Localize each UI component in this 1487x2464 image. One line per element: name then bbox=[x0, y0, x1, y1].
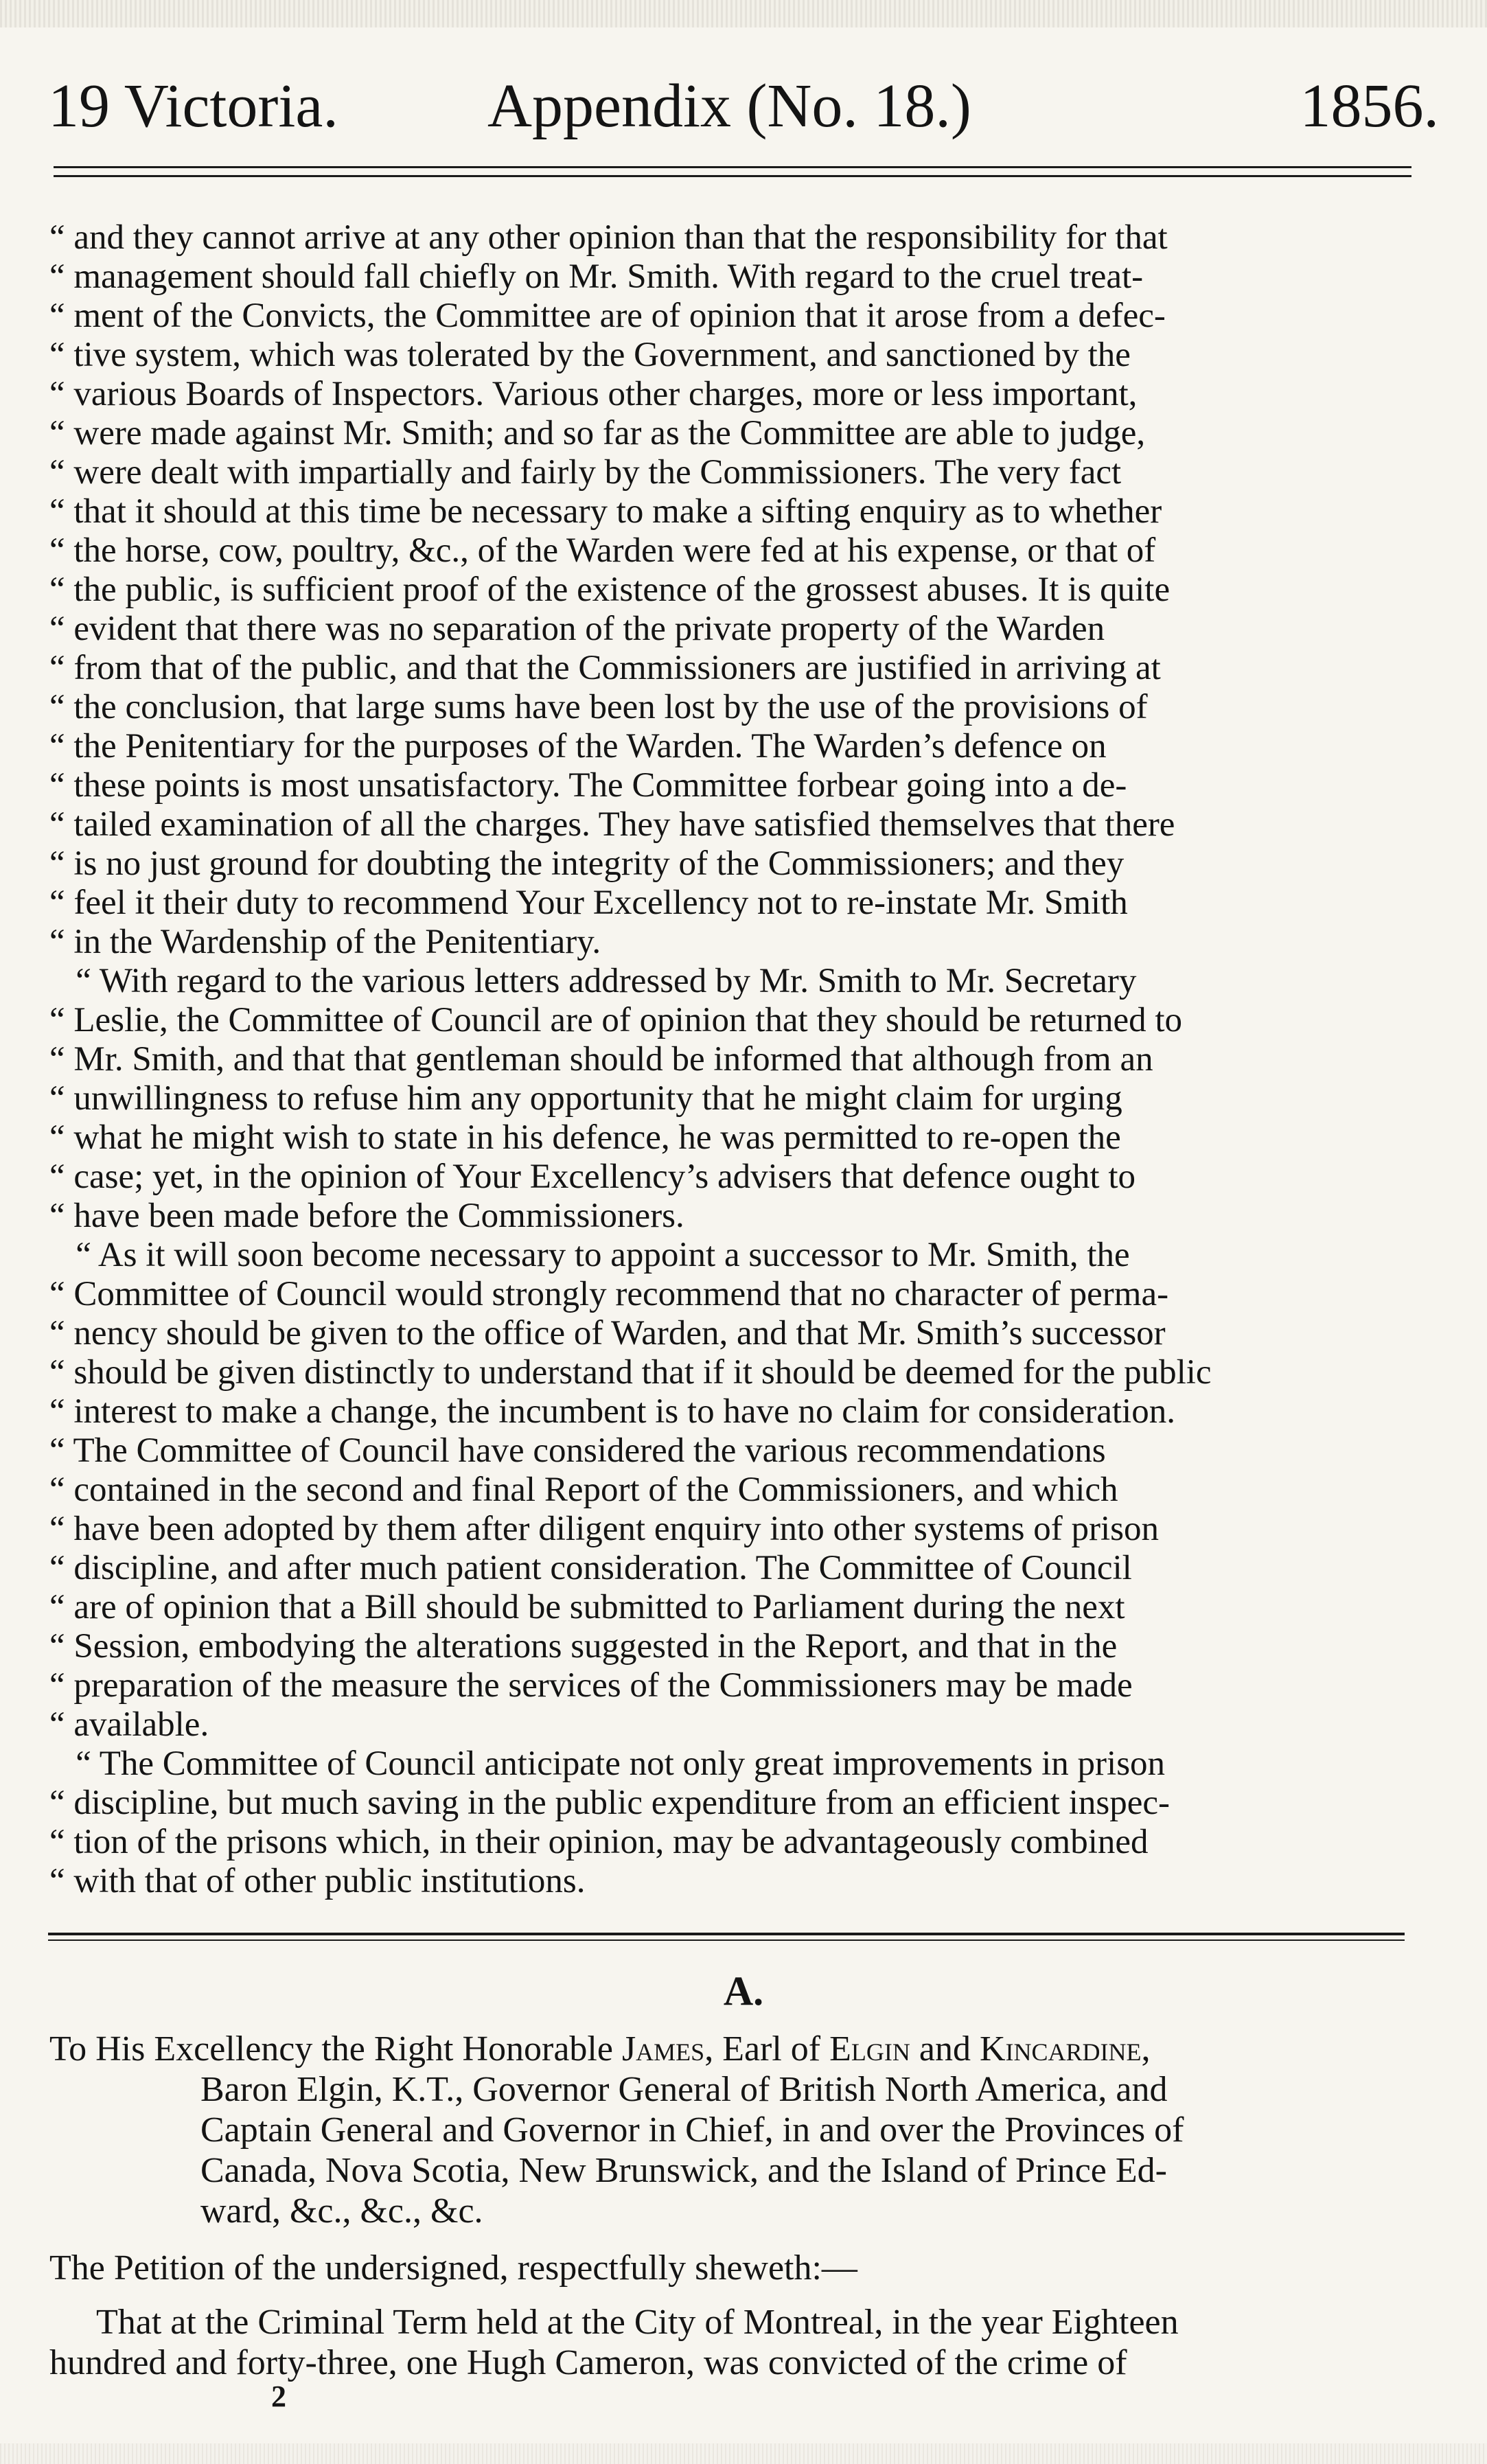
quote-line: “ should be given distinctly to understand that if it should be deemed for the public bbox=[49, 1353, 1212, 1392]
header-appendix: Appendix (No. 18.) bbox=[487, 72, 971, 140]
quote-line: “ were made against Mr. Smith; and so far as the Committee are able to judge, bbox=[49, 414, 1146, 452]
signature-mark: 2 bbox=[271, 2380, 286, 2413]
section-rule bbox=[48, 1933, 1405, 1941]
quote-line: “ preparation of the measure the services of the Commissioners may be made bbox=[49, 1666, 1133, 1705]
petition-line: hundred and forty-three, one Hugh Cameron, was convicted of the crime of bbox=[49, 2343, 1127, 2382]
quote-line: “ tion of the prisons which, in their opinion, may be advantageously combined bbox=[49, 1823, 1149, 1861]
quote-line: “ available. bbox=[49, 1705, 209, 1744]
quote-line: “ is no just ground for doubting the integrity of the Commissioners; and they bbox=[49, 844, 1125, 883]
quote-line: “ tive system, which was tolerated by the Government, and sanctioned by the bbox=[49, 336, 1131, 374]
address-name-james: James bbox=[621, 2029, 705, 2069]
quote-line: “ discipline, and after much patient consideration. The Committee of Council bbox=[49, 1549, 1132, 1587]
quote-line: “ the horse, cow, poultry, &c., of the Warden were fed at his expense, or that of bbox=[49, 531, 1156, 570]
quote-line: “ management should fall chiefly on Mr. Smith. With regard to the cruel treat- bbox=[49, 257, 1144, 296]
quote-line: “ contained in the second and final Report of the Commissioners, and which bbox=[49, 1471, 1118, 1509]
address-name-elgin: Elgin bbox=[829, 2029, 910, 2069]
page-header bbox=[48, 69, 1439, 151]
quote-line: “ tailed examination of all the charges. They have satisfied themselves that there bbox=[49, 805, 1175, 844]
address-text: , bbox=[1141, 2029, 1151, 2069]
quote-line: “ Session, embodying the alterations suggested in the Report, and that in the bbox=[49, 1627, 1118, 1666]
address-name-kincardine: Kincardine bbox=[979, 2029, 1142, 2069]
quote-line: “ what he might wish to state in his defence, he was permitted to re-open the bbox=[49, 1118, 1121, 1157]
address-line: ward, &c., &c., &c. bbox=[200, 2191, 483, 2231]
address-text: To His Excellency the Right Honorable bbox=[49, 2029, 622, 2069]
quote-line: “ the public, is sufficient proof of the existence of the grossest abuses. It is quite bbox=[49, 571, 1171, 609]
quote-line: “ the Penitentiary for the purposes of the Warden. The Warden’s defence on bbox=[49, 727, 1107, 765]
quote-line: “ ment of the Convicts, the Committee are of opinion that it arose from a defec- bbox=[49, 297, 1166, 335]
quote-line: “ The Committee of Council anticipate not only great improvements in prison bbox=[49, 1745, 1166, 1783]
header-year: 1856. bbox=[1300, 72, 1439, 140]
address-line: Canada, Nova Scotia, New Brunswick, and the Island of Prince Ed- bbox=[200, 2151, 1167, 2190]
quote-line: “ the conclusion, that large sums have been lost by the use of the provisions of bbox=[49, 688, 1148, 726]
address-line: Captain General and Governor in Chief, in and over the Provinces of bbox=[200, 2110, 1184, 2150]
header-session: 19 Victoria. bbox=[48, 72, 338, 140]
quote-line: “ Leslie, the Committee of Council are of opinion that they should be returned to bbox=[49, 1001, 1183, 1039]
quote-line: “ were dealt with impartially and fairly by the Commissioners. The very fact bbox=[49, 453, 1122, 492]
quote-line: “ Mr. Smith, and that that gentleman should be informed that although from an bbox=[49, 1040, 1153, 1079]
quote-line: “ discipline, but much saving in the public expenditure from an efficient inspec- bbox=[49, 1784, 1170, 1822]
address-text: , Earl of bbox=[704, 2029, 830, 2069]
quote-line: “ have been made before the Commissioners. bbox=[49, 1197, 684, 1235]
quote-line: “ evident that there was no separation of the private property of the Warden bbox=[49, 610, 1105, 648]
quote-line: “ case; yet, in the opinion of Your Excellency’s advisers that defence ought to bbox=[49, 1158, 1136, 1196]
petition-line: That at the Criminal Term held at the City of Montreal, in the year Eighteen bbox=[96, 2303, 1179, 2342]
quote-line: “ and they cannot arrive at any other opinion than that the responsibility for that bbox=[49, 218, 1168, 257]
header-rule bbox=[54, 166, 1411, 177]
quote-line: “ As it will soon become necessary to appoint a successor to Mr. Smith, the bbox=[49, 1236, 1130, 1274]
quote-line: “ that it should at this time be necessary to make a sifting enquiry as to whether bbox=[49, 492, 1162, 531]
petition-intro: The Petition of the undersigned, respectfully sheweth:— bbox=[49, 2248, 857, 2288]
quote-line: “ these points is most unsatisfactory. The Committee forbear going into a de- bbox=[49, 766, 1127, 805]
quote-line: “ The Committee of Council have considered the various recommendations bbox=[49, 1431, 1106, 1470]
petition-block bbox=[49, 2029, 1416, 2383]
quote-line: “ Committee of Council would strongly recommend that no character of perma- bbox=[49, 1275, 1169, 1313]
quote-line: “ feel it their duty to recommend Your Excellency not to re-instate Mr. Smith bbox=[49, 884, 1128, 922]
scan-noise-top bbox=[0, 0, 1487, 27]
quote-line: “ have been adopted by them after diligent enquiry into other systems of prison bbox=[49, 1510, 1159, 1548]
section-heading: A. bbox=[723, 1968, 764, 2014]
scan-noise-bottom bbox=[0, 2443, 1487, 2464]
address-line bbox=[49, 2029, 1416, 2069]
quote-line: “ various Boards of Inspectors. Various other charges, more or less important, bbox=[49, 375, 1138, 413]
address-text: and bbox=[910, 2029, 980, 2069]
quote-line: “ are of opinion that a Bill should be submitted to Parliament during the next bbox=[49, 1588, 1125, 1626]
address-line: Baron Elgin, K.T., Governor General of British North America, and bbox=[200, 2070, 1168, 2109]
quote-line: “ nency should be given to the office of Warden, and that Mr. Smith’s successor bbox=[49, 1314, 1166, 1352]
quote-line: “ in the Wardenship of the Penitentiary. bbox=[49, 923, 601, 961]
quote-line: “ With regard to the various letters addressed by Mr. Smith to Mr. Secretary bbox=[49, 962, 1137, 1000]
quoted-report-text bbox=[49, 218, 1409, 1901]
quote-line: “ unwillingness to refuse him any opportunity that he might claim for urging bbox=[49, 1079, 1122, 1118]
quote-line: “ from that of the public, and that the Commissioners are justified in arriving at bbox=[49, 649, 1161, 687]
quote-line: “ interest to make a change, the incumbent is to have no claim for consideration. bbox=[49, 1392, 1175, 1431]
quote-line: “ with that of other public institutions. bbox=[49, 1862, 586, 1900]
